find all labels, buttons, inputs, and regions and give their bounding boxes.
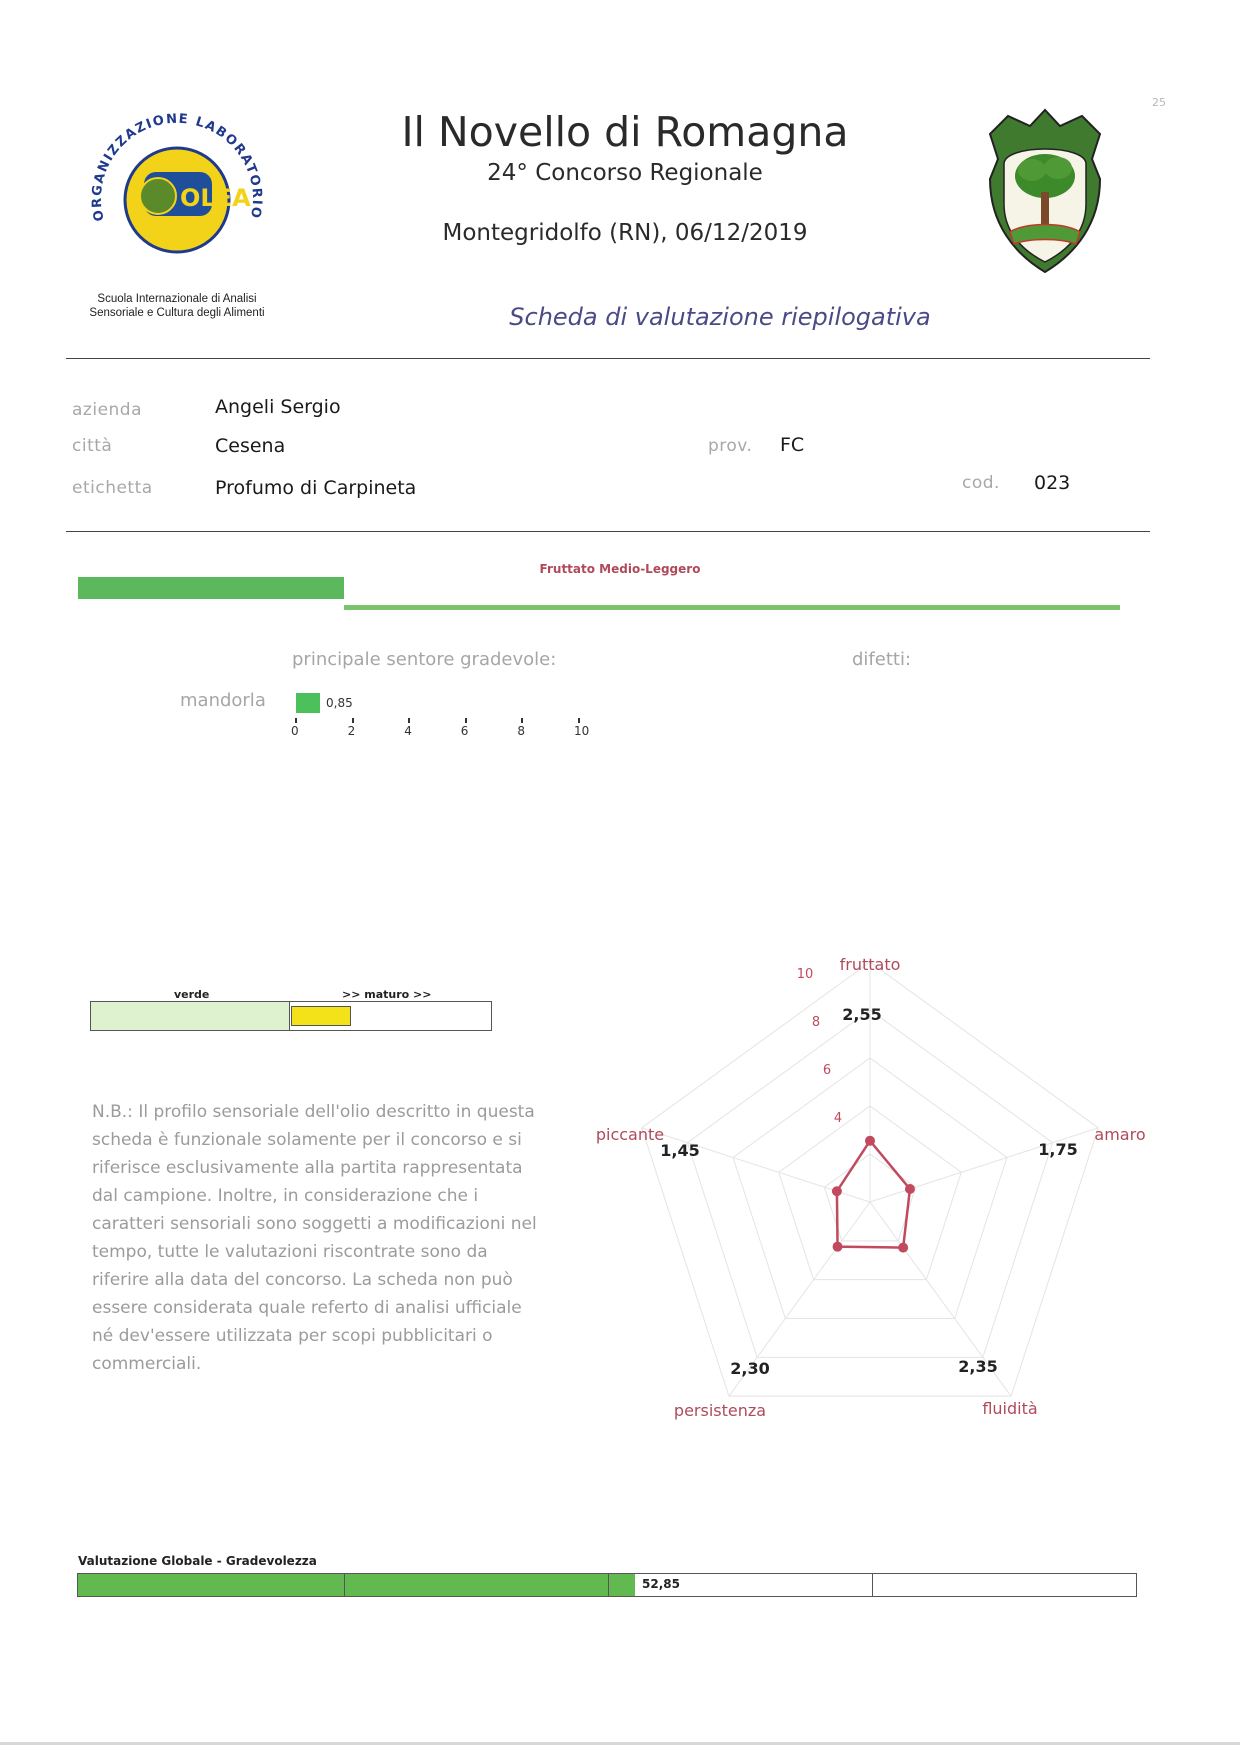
logo-caption-line1: Scuola Internazionale di Analisi — [97, 293, 257, 305]
cod-value: 023 — [1034, 472, 1071, 494]
global-bar-divider — [344, 1574, 345, 1596]
azienda-label: azienda — [72, 400, 143, 420]
radar-value-label: 1,45 — [660, 1141, 700, 1160]
aroma-scale-tick — [352, 718, 354, 723]
fruttato-class-bar — [78, 577, 344, 599]
aroma-item-bar — [296, 693, 320, 713]
fruttato-class-label: Fruttato Medio-Leggero — [539, 562, 701, 576]
disclaimer-note: N.B.: Il profilo sensoriale dell'olio descritto in questa scheda è funzionale solamente per il concorso e si riferisce esclusivamente alla partita rappresentata dal campione. Inoltre, in considerazione che i caratteri sensoriali sono soggetti a modificazioni nel tempo, tutte le valutazioni riscontrate sono da riferire alla data del concorso. La scheda non può essere considerata quale referto di analisi ufficiale né dev'essere utilizzata per scopi pubblicitari o commerciali. — [92, 1102, 537, 1374]
radar-ring-label: 6 — [822, 1063, 832, 1078]
citta-label: città — [72, 436, 113, 456]
etichetta-label: etichetta — [72, 478, 153, 498]
info-divider — [66, 531, 1150, 532]
radar-axis-label: piccante — [595, 1125, 665, 1144]
radar-axis-label: fruttato — [839, 955, 901, 974]
aroma-title: principale sentore gradevole: — [292, 649, 557, 670]
ripeness-marker — [291, 1006, 351, 1026]
defects-title: difetti: — [852, 649, 912, 670]
logo-center-text: OLEA — [180, 184, 251, 212]
global-bar-divider — [608, 1574, 609, 1596]
radar-data-point — [832, 1186, 842, 1196]
header-divider — [66, 358, 1150, 359]
radar-value-label: 2,30 — [730, 1359, 770, 1378]
global-value: 52,85 — [642, 1577, 680, 1591]
radar-ring-label: 8 — [811, 1015, 821, 1030]
ripeness-separator — [289, 1001, 290, 1030]
azienda-value: Angeli Sergio — [215, 396, 341, 418]
aroma-scale-tick-label: 8 — [517, 724, 526, 738]
prov-value: FC — [780, 434, 805, 456]
page-title: Il Novello di Romagna — [401, 108, 849, 156]
olea-logo — [82, 100, 272, 285]
radar-ring-label: 4 — [833, 1111, 843, 1126]
aroma-scale-tick-label: 6 — [460, 724, 469, 738]
aroma-scale-tick — [521, 718, 523, 723]
radar-ring-label: 10 — [796, 967, 814, 982]
town-crest — [980, 104, 1110, 279]
radar-axis-line — [870, 1128, 1098, 1202]
radar-value-label: 2,55 — [842, 1005, 882, 1024]
fruttato-class-line — [344, 605, 1120, 610]
radar-data-point — [865, 1136, 875, 1146]
aroma-item-name: mandorla — [180, 690, 266, 711]
ripeness-right-label: >> maturo >> — [342, 988, 432, 1001]
aroma-scale-tick-label: 10 — [574, 724, 590, 738]
logo-ring-text: ORGANIZZAZIONE LABORATORIO — [89, 111, 265, 223]
aroma-scale-tick — [408, 718, 410, 723]
citta-value: Cesena — [215, 435, 286, 457]
aroma-scale-tick — [578, 718, 580, 723]
aroma-scale-tick — [295, 718, 297, 723]
radar-data-point — [833, 1242, 843, 1252]
etichetta-value: Profumo di Carpineta — [215, 477, 417, 499]
aroma-scale-tick-label: 4 — [404, 724, 412, 738]
aroma-scale-tick-label: 0 — [291, 724, 299, 738]
radar-value-label: 1,75 — [1038, 1140, 1078, 1159]
logo-caption-line2: Sensoriale e Cultura degli Alimenti — [89, 307, 265, 319]
page-number: 25 — [1152, 96, 1166, 109]
cod-label: cod. — [962, 473, 1000, 493]
logo-caption — [52, 292, 302, 320]
global-bar-fill — [78, 1574, 635, 1596]
global-bar-divider — [872, 1574, 873, 1596]
sheet-title: Scheda di valutazione riepilogativa — [509, 303, 931, 331]
radar-axis-label: fluidità — [982, 1399, 1038, 1418]
place-date: Montegridolfo (RN), 06/12/2019 — [442, 220, 808, 246]
ripeness-green-zone — [91, 1002, 289, 1030]
aroma-item-value: 0,85 — [326, 696, 353, 710]
ripeness-left-label: verde — [174, 988, 210, 1001]
radar-axis-label: persistenza — [673, 1401, 767, 1420]
radar-data-point — [905, 1184, 915, 1194]
global-label: Valutazione Globale - Gradevolezza — [78, 1554, 317, 1568]
prov-label: prov. — [708, 436, 753, 456]
contest-subtitle: 24° Concorso Regionale — [487, 160, 763, 186]
sensory-radar-chart — [580, 940, 1146, 1440]
bottom-edge — [0, 1742, 1240, 1745]
radar-value-label: 2,35 — [958, 1357, 998, 1376]
radar-data-point — [898, 1243, 908, 1253]
radar-axis-label: amaro — [1094, 1125, 1146, 1144]
aroma-scale-tick — [465, 718, 467, 723]
aroma-scale-tick-label: 2 — [347, 724, 356, 738]
